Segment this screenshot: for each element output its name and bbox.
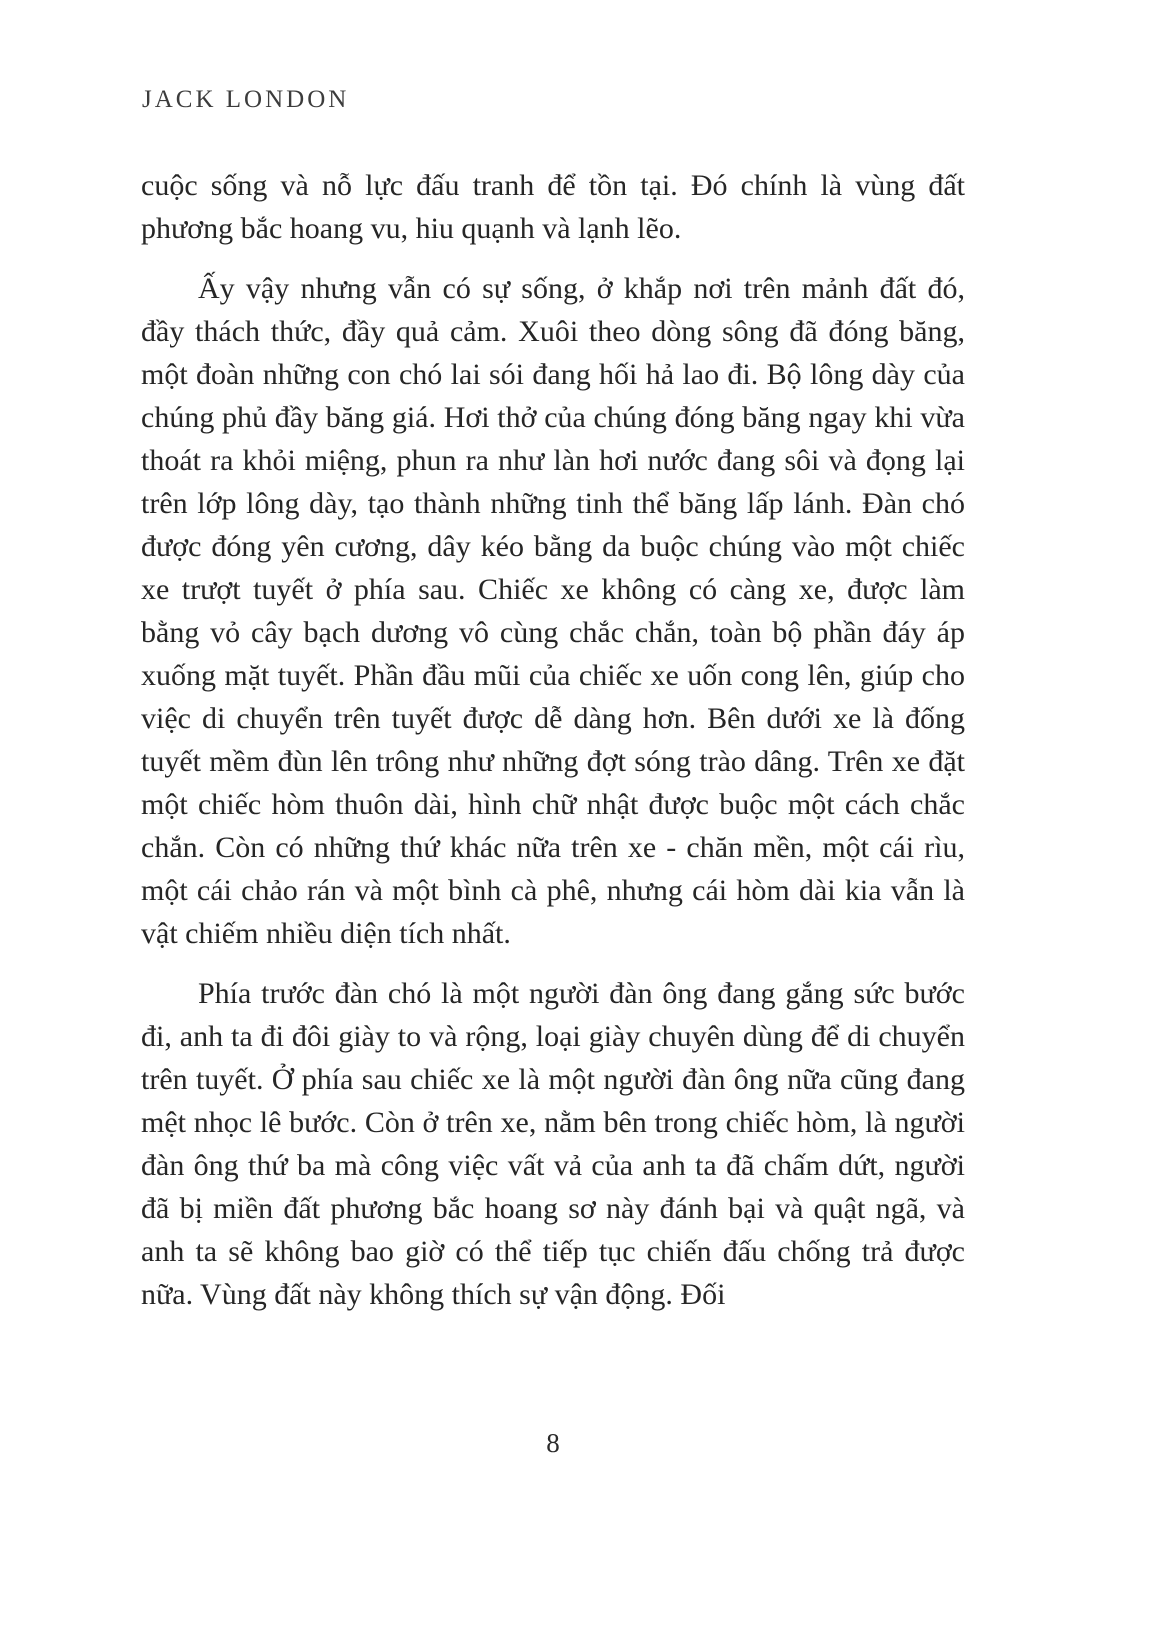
body-text (141, 164, 965, 1333)
body-paragraph: Phía trước đàn chó là một người đàn ông đang gắng sức bước đi, anh ta đi đôi giày to và rộng, loại giày chuyên dùng để di chuyển trên tuyết. Ở phía sau chiếc xe là một người đàn ông nữa cũng đang mệt nhọc lê bước. Còn ở trên xe, nằm bên trong chiếc hòm, là người đàn ông thứ ba mà công việc vất vả của anh ta đã chấm dứt, người đã bị miền đất phương bắc hoang sơ này đánh bại và quật ngã, và anh ta sẽ không bao giờ có thể tiếp tục chiến đấu chống trả được nữa. Vùng đất này không thích sự vận động. Đối (141, 977, 965, 1311)
body-paragraph: Ấy vậy nhưng vẫn có sự sống, ở khắp nơi trên mảnh đất đó, đầy thách thức, đầy quả cảm. Xuôi theo dòng sông đã đóng băng, một đoàn những con chó lai sói đang hối hả lao đi. Bộ lông dày của chúng phủ đầy băng giá. Hơi thở của chúng đóng băng ngay khi vừa thoát ra khỏi miệng, phun ra như làn hơi nước đang sôi và đọng lại trên lớp lông dày, tạo thành những tinh thể băng lấp lánh. Đàn chó được đóng yên cương, dây kéo bằng da buộc chúng vào một chiếc xe trượt tuyết ở phía sau. Chiếc xe không có càng xe, được làm bằng vỏ cây bạch dương vô cùng chắc chắn, toàn bộ phần đáy áp xuống mặt tuyết. Phần đầu mũi của chiếc xe uốn cong lên, giúp cho việc di chuyển trên tuyết được dễ dàng hơn. Bên dưới xe là đống tuyết mềm đùn lên trông như những đợt sóng trào dâng. Trên xe đặt một chiếc hòm thuôn dài, hình chữ nhật được buộc một cách chắc chắn. Còn có những thứ khác nữa trên xe - chăn mền, một cái rìu, một cái chảo rán và một bình cà phê, nhưng cái hòm dài kia vẫn là vật chiếm nhiều diện tích nhất. (141, 272, 965, 950)
running-header: JACK LONDON (142, 86, 350, 113)
page-number: 8 (546, 1428, 560, 1458)
body-paragraph: cuộc sống và nỗ lực đấu tranh để tồn tại. Đó chính là vùng đất phương bắc hoang vu, hiu quạnh và lạnh lẽo. (141, 169, 965, 245)
